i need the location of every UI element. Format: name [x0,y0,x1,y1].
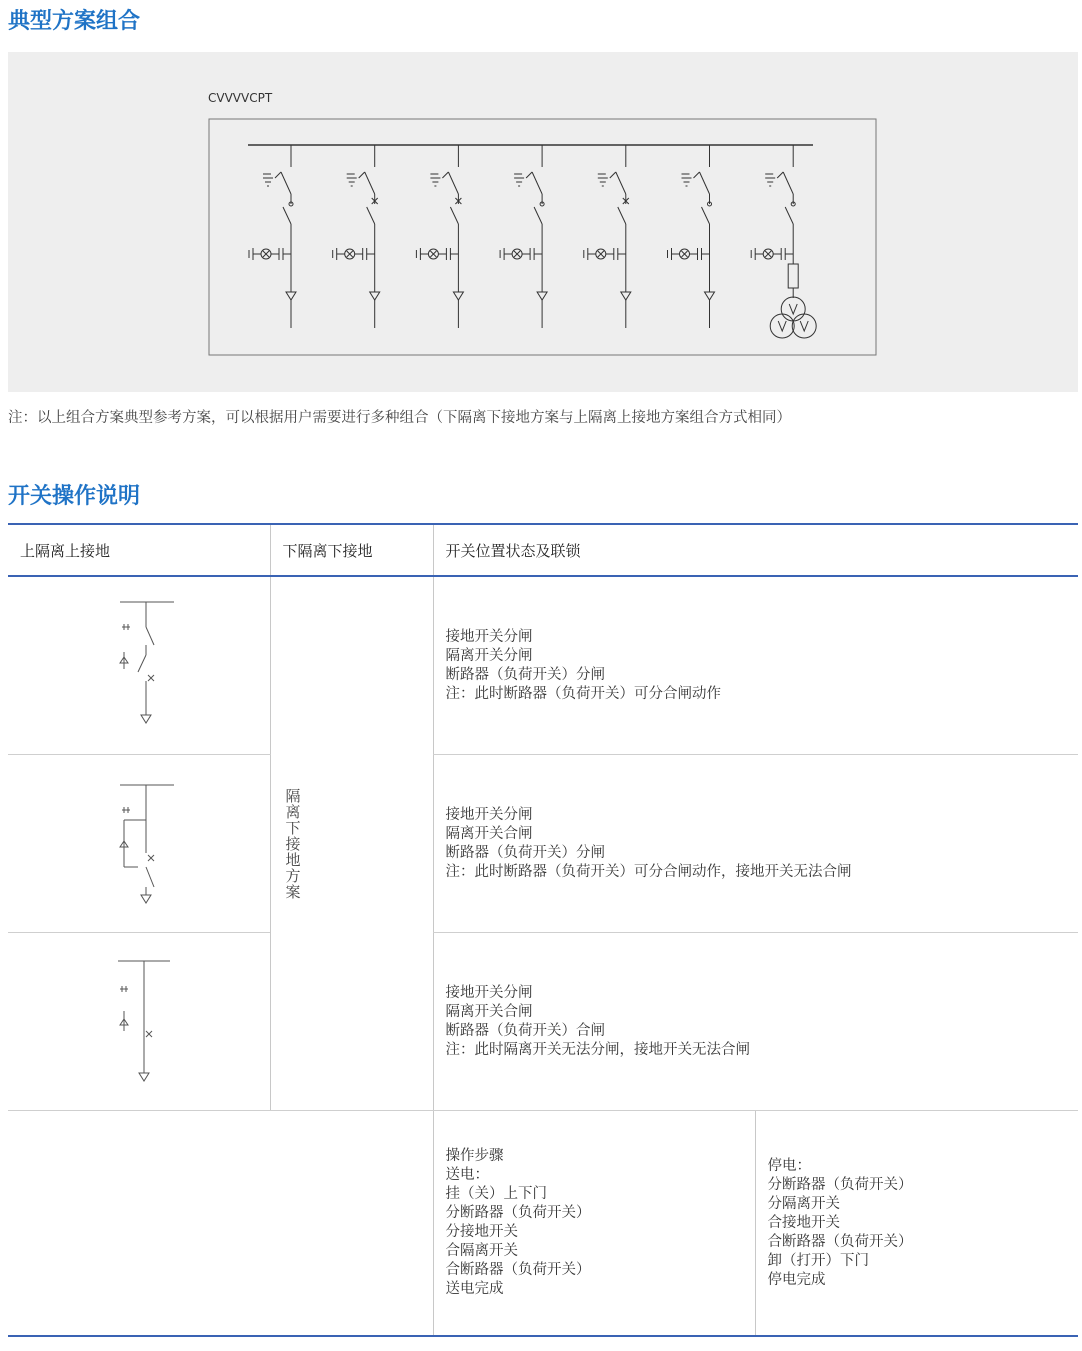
breaker-blade [618,207,626,224]
breaker-blade [702,207,710,224]
ground-switch-blade [275,172,281,178]
disconnector-blade [281,172,291,194]
table-header-row [8,524,1078,576]
breaker-blade [785,207,793,224]
disconnector-blade [448,172,458,194]
state-line: 隔离开关合闸 [445,1003,533,1020]
diagram-label: CVVVVCPT [208,91,273,105]
state-line: 隔离开关合闸 [445,825,533,842]
state-line: 接地开关分闸 [445,984,533,1001]
symbol-cell [8,755,270,933]
transformer-winding-icon [792,314,816,338]
transformer-winding-icon [781,297,805,321]
step-line: 合隔离开关 [445,1243,518,1259]
disconnector-blade [365,172,375,194]
state-line: 断路器（负荷开关）合闸 [445,1022,605,1039]
state-line: 注：此时隔离开关无法分闸，接地开关无法合闸 [445,1041,750,1058]
single-line-diagram [8,52,1078,392]
header-lower-isolation: 下隔离下接地 [270,524,433,576]
step-line: 操作步骤 [445,1148,504,1164]
feeder-5 [584,145,631,328]
disconnector-blade [700,172,710,194]
step-line: 送电完成 [445,1281,504,1297]
disconnector-blade [783,172,793,194]
merged-scheme-label: 隔离下接地方案 [283,787,302,900]
breaker-blade [534,207,542,224]
table-row [8,755,1078,933]
step-line: 分隔离开关 [767,1195,840,1212]
step-line: 停电完成 [767,1271,826,1288]
ground-switch-blade [777,172,783,178]
winding-v-mark [789,304,797,314]
symbol-cell [8,576,270,755]
state-line: 注：此时断路器（负荷开关）可分合闸动作，接地开关无法合闸 [445,863,852,880]
winding-v-mark [800,321,808,331]
step-line: 送电： [445,1167,489,1183]
step-line: 合接地开关 [767,1214,840,1231]
winding-v-mark [778,321,786,331]
step-line: 分断路器（负荷开关） [767,1176,913,1193]
feeder-1 [249,145,296,328]
state-line: 断路器（负荷开关）分闸 [445,666,605,683]
cable-head-icon [286,292,296,300]
merged-scheme-cell [270,576,433,1111]
feeder-4 [500,145,547,328]
ground-switch-blade [694,172,700,178]
table-row [8,933,1078,1111]
state-line: 接地开关分闸 [445,628,533,645]
step-line: 挂（关）上下门 [445,1186,547,1202]
cable-head-icon [705,292,715,300]
transformer-winding-icon [770,314,794,338]
step-line: 分断路器（负荷开关） [445,1205,591,1221]
ground-switch-blade [610,172,616,178]
switch-symbol-2 [108,775,188,915]
cable-head-icon [621,292,631,300]
ground-switch-blade [526,172,532,178]
cable-head-icon [370,292,380,300]
fuse-icon [788,264,798,288]
state-line: 接地开关分闸 [445,806,533,823]
table-row [8,1111,1078,1337]
step-line: 停电： [767,1157,811,1174]
state-line: 断路器（负荷开关）分闸 [445,844,605,861]
cable-head-icon [453,292,463,300]
step-line: 分接地开关 [445,1224,518,1240]
breaker-blade [283,207,291,224]
breaker-blade [367,207,375,224]
feeder-group [249,145,816,338]
single-line-diagram-panel [8,52,1078,392]
header-switch-state: 开关位置状态及联锁 [433,524,1078,576]
section-title-switch-operation: 开关操作说明 [8,484,141,509]
state-line: 注：此时断路器（负荷开关）可分合闸动作 [445,685,721,702]
switch-symbol-3 [108,953,188,1093]
feeder-3 [416,145,463,328]
cable-head-icon [537,292,547,300]
state-cell [433,755,1078,933]
switch-symbol-1 [108,597,188,737]
feeder-7 [751,145,816,338]
state-line: 隔离开关分闸 [445,647,533,664]
state-cell [433,576,1078,755]
step-line: 合断路器（负荷开关） [767,1233,913,1250]
breaker-blade [450,207,458,224]
power-on-steps-cell [433,1111,755,1337]
ground-switch-blade [442,172,448,178]
step-line: 卸（打开）下门 [767,1252,869,1269]
scheme-note: 注：以上组合方案典型参考方案，可以根据用户需要进行多种组合（下隔离下接地方案与上隔离上接地方案组合方式相同） [8,410,791,426]
disconnector-blade [616,172,626,194]
feeder-6 [668,145,715,328]
disconnector-blade [532,172,542,194]
empty-cell [8,1111,433,1337]
ground-switch-blade [359,172,365,178]
power-off-steps-cell [755,1111,1078,1337]
state-cell [433,933,1078,1111]
step-line: 合断路器（负荷开关） [445,1262,591,1278]
table-row [8,576,1078,755]
section-title-typical-scheme: 典型方案组合 [8,9,141,34]
switch-operation-table [8,523,1078,1337]
header-upper-isolation: 上隔离上接地 [8,524,270,576]
symbol-cell [8,933,270,1111]
feeder-2 [333,145,380,328]
